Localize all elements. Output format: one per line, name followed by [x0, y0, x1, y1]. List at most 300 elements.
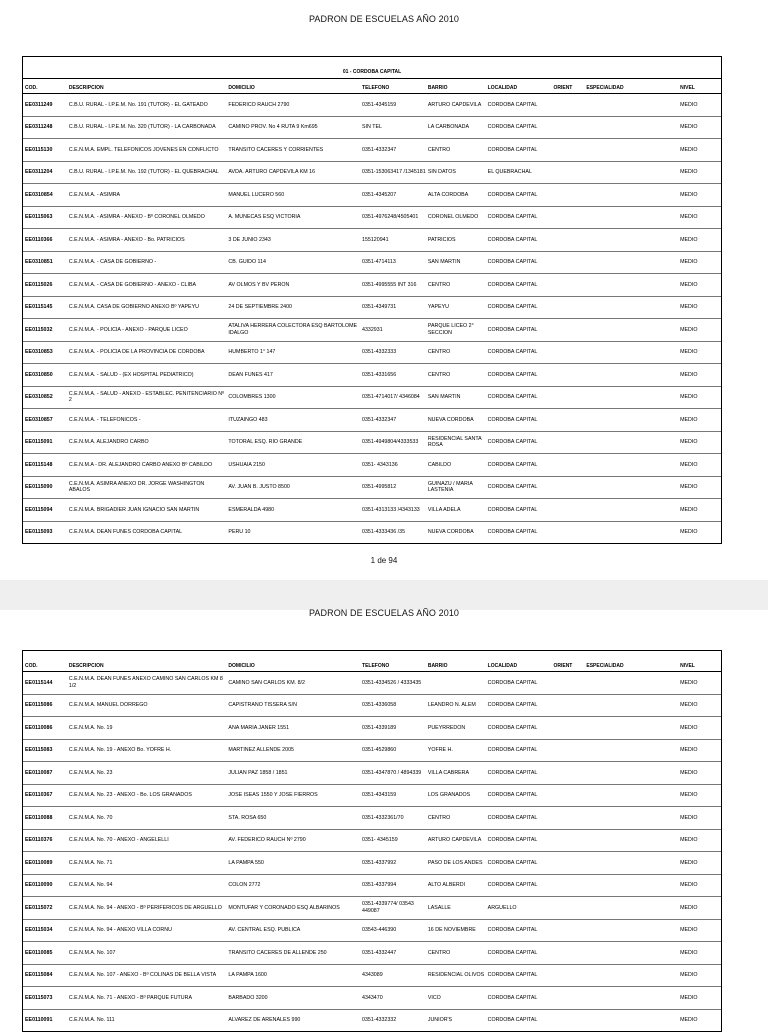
- table-row: [23, 139, 721, 162]
- cell-telefono: 0351-153063417 /1345181: [362, 169, 426, 175]
- cell-telefono: 0351-4345159: [362, 101, 397, 108]
- cell-telefono: 0351-4343159: [362, 792, 397, 798]
- cell-telefono: 0351-4349731: [362, 304, 397, 310]
- cell-barrio: PASO DE LOS ANDES: [427, 859, 483, 866]
- cell-cod: EE0115091: [25, 439, 53, 445]
- cell-descripcion: C.E.N.M.A. - POLICÍA - ANEXO - PARQUE LICEO: [68, 326, 188, 333]
- cell-localidad: CORDOBA CAPITAL: [487, 371, 538, 378]
- cell-telefono: 0351-4337994: [362, 882, 397, 888]
- cell-telefono: 0351- 4343136: [362, 461, 398, 468]
- cell-descripcion: C.E.N.M.A. - SALUD - ANEXO - ESTABLEC. PENITENCIARIO Nº 2: [68, 390, 225, 404]
- cell-cod: EE0115148: [25, 461, 53, 468]
- table-body: [23, 672, 721, 1031]
- table-row: [23, 117, 721, 140]
- header-telefono: TELEFONO: [362, 85, 390, 91]
- cell-cod: EE0115063: [25, 214, 53, 220]
- cell-cod: EE0311248: [25, 124, 53, 130]
- cell-nivel: MEDIO: [680, 326, 698, 333]
- cell-domicilio: TRANSITO CACERES Y CORRIENTES: [228, 146, 324, 153]
- header-orient: ORIENT: [553, 85, 573, 91]
- cell-domicilio: COLOMBRES 1300: [228, 394, 276, 400]
- header-localidad: LOCALIDAD: [487, 85, 518, 91]
- cell-domicilio: ALVAREZ DE ARENALES 990: [228, 1017, 301, 1023]
- table-row: [23, 920, 721, 943]
- cell-telefono: 0351-4345207: [362, 191, 397, 198]
- page-title: PADRON DE ESCUELAS AÑO 2010: [308, 608, 460, 618]
- cell-nivel: MEDIO: [680, 236, 698, 243]
- cell-cod: EE0110091: [25, 1017, 53, 1023]
- cell-descripcion: C.E.N.M.A. No. 23 - ANEXO - Bo. LOS GRANADOS: [68, 792, 192, 798]
- cell-barrio: CENTRO: [427, 371, 451, 378]
- cell-telefono: 0351-4332333: [362, 349, 397, 355]
- cell-localidad: CORDOBA CAPITAL: [487, 747, 538, 753]
- cell-telefono: 4332931: [362, 326, 383, 333]
- cell-telefono: 0351-4995812: [362, 484, 397, 490]
- cell-nivel: MEDIO: [680, 769, 698, 776]
- table-row: [23, 965, 721, 988]
- cell-domicilio: ITUZAINGO 483: [228, 416, 268, 423]
- cell-telefono: 03543-446390: [362, 927, 397, 933]
- cell-localidad: CORDOBA CAPITAL: [487, 191, 538, 198]
- cell-domicilio: ANA MARIA JANER 1551: [228, 724, 290, 731]
- cell-nivel: MEDIO: [680, 101, 698, 108]
- cell-localidad: CORDOBA CAPITAL: [487, 724, 538, 731]
- cell-domicilio: ESMERALDA 4980: [228, 506, 275, 513]
- cell-descripcion: C.E.N.M.A. No. 94 - ANEXO - Bº PERIFERICOS DE ARGUELLO: [68, 904, 222, 911]
- cell-localidad: CORDOBA CAPITAL: [487, 927, 538, 933]
- table-row: [23, 432, 721, 455]
- cell-localidad: CORDOBA CAPITAL: [487, 214, 538, 220]
- cell-nivel: MEDIO: [680, 792, 698, 798]
- cell-barrio: PARQUE LICEO 2° SECCION: [427, 323, 474, 336]
- cell-descripcion: C.B.U. RURAL - I.P.E.M. No. 191 (TUTOR) - EL GATEADO: [68, 101, 208, 108]
- cell-localidad: CORDOBA CAPITAL: [487, 529, 538, 535]
- cell-domicilio: CB. GUIDO 114: [228, 259, 266, 265]
- cell-nivel: MEDIO: [680, 461, 698, 468]
- cell-barrio: GUIÑAZU / MARIA LASTENIA: [427, 480, 473, 494]
- cell-nivel: MEDIO: [680, 949, 698, 956]
- cell-telefono: 0351-4331656: [362, 371, 397, 378]
- cell-localidad: CORDOBA CAPITAL: [487, 769, 538, 776]
- table-row: [23, 875, 721, 898]
- cell-cod: EE0115026: [25, 281, 53, 288]
- cell-domicilio: MANUEL LUCERO 560: [228, 191, 285, 198]
- cell-descripcion: C.E.N.M.A. - CASA DE GOBIERNO -: [68, 259, 157, 265]
- cell-telefono: 0351-4332447: [362, 949, 397, 956]
- cell-barrio: LA CARBONADA: [427, 124, 470, 130]
- table-row: [23, 342, 721, 365]
- cell-nivel: MEDIO: [680, 214, 698, 220]
- table-row: [23, 184, 721, 207]
- cell-telefono: 155120941: [362, 236, 389, 243]
- cell-descripcion: C.E.N.M.A. No. 70: [68, 814, 113, 821]
- header-descripcion: DESCRIPCION: [68, 85, 104, 91]
- table-row: [23, 672, 721, 695]
- cell-cod: EE0115145: [25, 304, 53, 310]
- cell-nivel: MEDIO: [680, 859, 698, 866]
- cell-telefono: 4343470: [362, 994, 383, 1001]
- cell-barrio: CENTRO: [427, 349, 451, 355]
- section-header: [23, 57, 721, 79]
- cell-descripcion: C.E.N.M.A. - ASIMRA - ANEXO - Bo. PATRICIOS: [68, 236, 185, 243]
- cell-telefono: 0351-4334526 / 4333435: [362, 679, 422, 686]
- cell-nivel: MEDIO: [680, 416, 698, 423]
- cell-domicilio: A. MUÑECAS ESQ VICTORIA: [228, 214, 301, 220]
- cell-barrio: LOS GRANADOS: [427, 792, 471, 798]
- cell-barrio: VILLA CABRERA: [427, 769, 470, 776]
- cell-descripcion: C.E.N.M.A. EMPL. TELEFONICOS JOVENES EN CONFLICTO: [68, 146, 219, 153]
- cell-barrio: VILLA ADELA: [427, 506, 461, 513]
- cell-descripcion: C.E.N.M.A. No. 19 - ANEXO Bo. YOFRE H.: [68, 747, 172, 753]
- cell-domicilio: LA PAMPA 1600: [228, 972, 267, 978]
- cell-localidad: CORDOBA CAPITAL: [487, 972, 538, 978]
- table-row: [23, 522, 721, 544]
- cell-descripcion: C.E.N.M.A. - POLICIA DE LA PROVINCIA DE CORDOBA: [68, 349, 205, 355]
- table-row: [23, 852, 721, 875]
- table-row: [23, 897, 721, 920]
- cell-nivel: MEDIO: [680, 972, 698, 978]
- cell-nivel: MEDIO: [680, 679, 698, 686]
- cell-cod: EE0115094: [25, 506, 53, 513]
- header-domicilio: DOMICILIO: [228, 85, 255, 91]
- cell-cod: EE0110088: [25, 814, 53, 821]
- table-row: [23, 762, 721, 785]
- cell-localidad: CORDOBA CAPITAL: [487, 101, 538, 108]
- cell-telefono: 0351-4337992: [362, 859, 397, 866]
- cell-barrio: CORONEL OLMEDO: [427, 214, 479, 220]
- cell-localidad: CORDOBA CAPITAL: [487, 124, 538, 130]
- cell-descripcion: C.E.N.M.A. - TELEFONICOS -: [68, 416, 141, 423]
- cell-cod: EE0115093: [25, 529, 53, 535]
- cell-cod: EE0115084: [25, 972, 53, 978]
- table-row: [23, 807, 721, 830]
- cell-domicilio: MONTUFAR Y CORONADO ESQ ALBARIÑOS: [228, 904, 340, 911]
- cell-domicilio: JULIAN PAZ 1858 / 1851: [228, 769, 288, 776]
- table-row: [23, 785, 721, 808]
- header-domicilio: DOMICILIO: [228, 663, 255, 669]
- cell-cod: EE0110376: [25, 837, 53, 843]
- cell-telefono: 4343089: [362, 972, 383, 978]
- cell-domicilio: COLON 2772: [228, 882, 261, 888]
- cell-barrio: SIN DATOS: [427, 169, 456, 175]
- cell-nivel: MEDIO: [680, 747, 698, 753]
- cell-domicilio: TRANSITO CACERES DE ALLENDE 250: [228, 949, 327, 956]
- cell-localidad: CORDOBA CAPITAL: [487, 326, 538, 333]
- header-especialidad: ESPECIALIDAD: [586, 663, 624, 669]
- table-body: [23, 94, 721, 543]
- cell-telefono: 0351-4332347: [362, 416, 397, 423]
- cell-cod: EE0110090: [25, 882, 53, 888]
- cell-cod: EE0110367: [25, 792, 53, 798]
- cell-localidad: CORDOBA CAPITAL: [487, 146, 538, 153]
- cell-cod: EE0115072: [25, 904, 53, 911]
- cell-localidad: CORDOBA CAPITAL: [487, 506, 538, 513]
- header-orient: ORIENT: [553, 663, 573, 669]
- table-row: [23, 987, 721, 1010]
- cell-telefono: 0351-4714017/ 4346084: [362, 394, 420, 400]
- cell-domicilio: ATALIVA HERRERA COLECTORA ESQ BARTOLOME IDALGO: [228, 323, 358, 336]
- cell-telefono: 0351- 4345159: [362, 837, 398, 843]
- table-row: [23, 252, 721, 275]
- cell-localidad: CORDOBA CAPITAL: [487, 882, 538, 888]
- cell-barrio: SAN MARTIN: [427, 394, 461, 400]
- cell-descripcion: C.E.N.M.A. No. 23: [68, 769, 113, 776]
- cell-domicilio: JOSE ISEAS 1550 Y JOSE FIERROS: [228, 792, 318, 798]
- cell-nivel: MEDIO: [680, 169, 698, 175]
- cell-localidad: CORDOBA CAPITAL: [487, 439, 538, 445]
- cell-nivel: MEDIO: [680, 281, 698, 288]
- cell-barrio: ALTO ALBERDI: [427, 882, 466, 888]
- cell-descripcion: C.E.N.M.A. No. 71: [68, 859, 113, 866]
- cell-domicilio: HUMBERTO 1° 147: [228, 349, 276, 355]
- cell-nivel: MEDIO: [680, 394, 698, 400]
- cell-descripcion: C.E.N.M.A. No. 19: [68, 724, 113, 731]
- section-title: 01 - CORDOBA CAPITAL: [342, 69, 402, 75]
- cell-descripcion: C.E.N.M.A. - SALUD - (EX HOSPITAL PEDIATRICO): [68, 371, 194, 378]
- cell-cod: EE0110086: [25, 724, 53, 731]
- cell-domicilio: STA. ROSA 650: [228, 814, 267, 821]
- cell-barrio: LASALLE: [427, 904, 451, 911]
- cell-nivel: MEDIO: [680, 724, 698, 731]
- cell-localidad: CORDOBA CAPITAL: [487, 994, 538, 1001]
- cell-nivel: MEDIO: [680, 1017, 698, 1023]
- cell-localidad: CORDOBA CAPITAL: [487, 484, 538, 490]
- cell-localidad: CORDOBA CAPITAL: [487, 702, 538, 708]
- cell-descripcion: C.E.N.M.A. BRIGADIER JUAN IGNACIO SAN MARTIN: [68, 506, 200, 513]
- cell-barrio: ALTA CORDOBA: [427, 191, 469, 198]
- cell-domicilio: MARTINEZ ALLENDE 2005: [228, 747, 294, 753]
- cell-nivel: MEDIO: [680, 837, 698, 843]
- cell-cod: EE0310857: [25, 416, 53, 423]
- table-row: [23, 409, 721, 432]
- cell-localidad: CORDOBA CAPITAL: [487, 349, 538, 355]
- header-barrio: BARRIO: [427, 663, 448, 669]
- cell-cod: EE0310854: [25, 191, 53, 198]
- table-row: [23, 387, 721, 410]
- cell-descripcion: C.E.N.M.A. - ASIMRA - ANEXO - Bº CORONEL OLMEDO: [68, 214, 205, 220]
- cell-telefono: 0351-4332332: [362, 1017, 397, 1023]
- header-nivel: NIVEL: [680, 663, 695, 669]
- cell-localidad: CORDOBA CAPITAL: [487, 394, 538, 400]
- cell-telefono: 0351-4336058: [362, 702, 397, 708]
- cell-cod: EE0115144: [25, 679, 53, 686]
- cell-telefono: 0351-4332347: [362, 146, 397, 153]
- table-row: [23, 740, 721, 763]
- cell-domicilio: CAPISTRANO TISSERA S/N: [228, 702, 297, 708]
- cell-domicilio: DEAN FUNES 417: [228, 371, 273, 378]
- cell-barrio: CENTRO: [427, 949, 451, 956]
- cell-domicilio: PERU 10: [228, 529, 251, 535]
- header-cod: COD.: [25, 85, 38, 91]
- cell-nivel: MEDIO: [680, 124, 698, 130]
- cell-localidad: CORDOBA CAPITAL: [487, 679, 538, 686]
- cell-barrio: ARTURO CAPDEVILA: [427, 101, 482, 108]
- cell-cod: EE0310852: [25, 394, 53, 400]
- cell-localidad: CORDOBA CAPITAL: [487, 304, 538, 310]
- cell-nivel: MEDIO: [680, 702, 698, 708]
- cell-domicilio: 3 DE JUNIO 2343: [228, 236, 271, 243]
- cell-domicilio: LA PAMPA 550: [228, 859, 264, 866]
- table-row: [23, 229, 721, 252]
- cell-localidad: CORDOBA CAPITAL: [487, 837, 538, 843]
- cell-nivel: MEDIO: [680, 994, 698, 1001]
- cell-barrio: RESIDENCIAL SANTA ROSA: [427, 435, 482, 449]
- cell-domicilio: AV. JUAN B. JUSTO 8500: [228, 484, 290, 490]
- table-row: [23, 207, 721, 230]
- cell-localidad: EL QUEBRACHAL: [487, 169, 532, 175]
- table-row: [23, 162, 721, 185]
- cell-descripcion: C.B.U. RURAL - I.P.E.M. No. 320 (TUTOR) - LA CARBONADA: [68, 124, 216, 130]
- cell-descripcion: C.E.N.M.A. - ASIMRA: [68, 191, 121, 198]
- table-row: [23, 717, 721, 740]
- cell-descripcion: C.E.N.M.A. DEAN FUNES ANEXO CAMINO SAN CARLOS KM 8 1/2: [68, 676, 223, 689]
- cell-cod: EE0310851: [25, 259, 53, 265]
- cell-descripcion: C.E.N.M.A. No. 111: [68, 1017, 115, 1023]
- cell-telefono: 0351-4995555 INT 316: [362, 281, 417, 288]
- cell-localidad: CORDOBA CAPITAL: [487, 461, 538, 468]
- cell-descripcion: C.E.N.M.A. No. 71 - ANEXO - Bº PARQUE FUTURA: [68, 994, 192, 1001]
- cell-domicilio: AVDA. ARTURO CAPDEVILA KM 16: [228, 169, 316, 175]
- cell-barrio: SAN MARTIN: [427, 259, 461, 265]
- page-separator: [0, 580, 768, 610]
- cell-descripcion: C.E.N.M.A. CASA DE GOBIERNO ANEXO Bº YAPEYÚ: [68, 304, 199, 310]
- cell-domicilio: AV OLMOS Y BV PERON: [228, 281, 290, 288]
- cell-descripcion: C.E.N.M.A. DEAN FUNES CORDOBA CAPITAL: [68, 529, 183, 535]
- table-row: [23, 94, 721, 117]
- cell-nivel: MEDIO: [680, 259, 698, 265]
- header-descripcion: DESCRIPCION: [68, 663, 104, 669]
- cell-domicilio: USHUAIA 2150: [228, 461, 265, 468]
- table-row: [23, 364, 721, 387]
- cell-telefono: 0351-4714113: [362, 259, 396, 265]
- cell-domicilio: 24 DE SEPTIEMBRE 2400: [228, 304, 292, 310]
- cell-telefono: 0351-4339774/ 03543 449087: [362, 901, 414, 914]
- cell-cod: EE0115090: [25, 484, 53, 490]
- cell-domicilio: AV. FEDERICO RAUCH Nº 2790: [228, 837, 306, 843]
- cell-nivel: MEDIO: [680, 529, 698, 535]
- cell-cod: EE0311204: [25, 169, 53, 175]
- cell-descripcion: C.E.N.M.A. No. 107 - ANEXO - Bº COLINAS DE BELLA VISTA: [68, 972, 217, 978]
- header-telefono: TELEFONO: [362, 663, 390, 669]
- cell-barrio: CABILDO: [427, 461, 452, 468]
- cell-telefono: 0351-4347870 / 4894339: [362, 769, 422, 776]
- table-row: [23, 1010, 721, 1032]
- cell-barrio: PUEYRREDON: [427, 724, 466, 731]
- cell-cod: EE0115034: [25, 927, 53, 933]
- cell-nivel: MEDIO: [680, 927, 698, 933]
- cell-descripcion: C.E.N.M.A. No. 94: [68, 882, 113, 888]
- cell-localidad: CORDOBA CAPITAL: [487, 236, 538, 243]
- cell-cod: EE0310853: [25, 349, 53, 355]
- table-header: [23, 651, 721, 672]
- cell-cod: EE0110087: [25, 769, 53, 776]
- cell-domicilio: FEDERICO RAUCH 2790: [228, 101, 290, 108]
- cell-domicilio: BARBADO 3200: [228, 994, 268, 1001]
- cell-cod: EE0110366: [25, 236, 53, 243]
- cell-barrio: 16 DE NOVIEMBRE: [427, 927, 476, 933]
- cell-localidad: CORDOBA CAPITAL: [487, 949, 538, 956]
- cell-barrio: CENTRO: [427, 814, 451, 821]
- cell-telefono: 0351-4976248/4505401: [362, 214, 419, 220]
- cell-localidad: CORDOBA CAPITAL: [487, 859, 538, 866]
- cell-telefono: 0351-4333436 /35: [362, 529, 406, 535]
- schools-table: [22, 650, 722, 1032]
- table-row: [23, 477, 721, 500]
- cell-localidad: ARGUELLO: [487, 904, 517, 911]
- table-row: [23, 942, 721, 965]
- cell-barrio: VICO: [427, 994, 441, 1001]
- cell-descripcion: C.E.N.M.A. No. 94 - ANEXO VILLA CORNU: [68, 927, 172, 933]
- cell-localidad: CORDOBA CAPITAL: [487, 1017, 538, 1023]
- cell-telefono: 0351-4339189: [362, 724, 397, 731]
- table-row: [23, 695, 721, 718]
- cell-descripcion: C.E.N.M.A - DR. ALEJANDRO CARBO ANEXO Bº CABILDO: [68, 461, 213, 468]
- cell-domicilio: CAMINO SAN CARLOS KM. 8/2: [228, 679, 305, 686]
- page-title: PADRON DE ESCUELAS AÑO 2010: [308, 14, 460, 24]
- cell-localidad: CORDOBA CAPITAL: [487, 792, 538, 798]
- cell-descripcion: C.E.N.M.A. ALEJANDRO CARBO: [68, 439, 149, 445]
- cell-nivel: MEDIO: [680, 146, 698, 153]
- cell-telefono: 0351-4332361/70: [362, 814, 404, 821]
- cell-cod: EE0115032: [25, 326, 53, 333]
- header-especialidad: ESPECIALIDAD: [586, 85, 624, 91]
- cell-cod: EE0115083: [25, 747, 53, 753]
- cell-cod: EE0115086: [25, 702, 53, 708]
- cell-telefono: 0351-4313133 /4343133: [362, 506, 420, 513]
- cell-descripcion: C.E.N.M.A. MANUEL DORREGO: [68, 702, 148, 708]
- cell-localidad: CORDOBA CAPITAL: [487, 281, 538, 288]
- table-row: [23, 454, 721, 477]
- cell-nivel: MEDIO: [680, 882, 698, 888]
- table-row: [23, 319, 721, 342]
- cell-descripcion: C.E.N.M.A. - CASA DE GOBIERNO - ANEXO - CLIBA: [68, 281, 197, 288]
- cell-domicilio: TOTORAL ESQ. RIO GRANDE: [228, 439, 303, 445]
- cell-descripcion: C.E.N.M.A. No. 70 - ANEXO - ANGELELLI: [68, 837, 169, 843]
- cell-nivel: MEDIO: [680, 304, 698, 310]
- cell-domicilio: CAMINO PROV. No 4 RUTA 9 Km695: [228, 124, 318, 130]
- cell-barrio: JUNIOR'S: [427, 1017, 453, 1023]
- cell-barrio: NUEVA CORDOBA: [427, 529, 474, 535]
- cell-barrio: CENTRO: [427, 281, 451, 288]
- table-row: [23, 499, 721, 522]
- cell-nivel: MEDIO: [680, 439, 698, 445]
- cell-cod: EE0115130: [25, 146, 53, 153]
- table-row: [23, 297, 721, 320]
- cell-telefono: 0351-4949804/4333533: [362, 439, 419, 445]
- cell-barrio: ARTURO CAPDEVILA: [427, 837, 482, 843]
- cell-nivel: MEDIO: [680, 814, 698, 821]
- cell-nivel: MEDIO: [680, 904, 698, 911]
- cell-telefono: 0351-4529860: [362, 747, 397, 753]
- cell-barrio: PATRICIOS: [427, 236, 456, 243]
- cell-nivel: MEDIO: [680, 349, 698, 355]
- cell-localidad: CORDOBA CAPITAL: [487, 416, 538, 423]
- cell-barrio: CENTRO: [427, 146, 451, 153]
- table-header: [23, 79, 721, 94]
- cell-descripcion: C.B.U. RURAL - I.P.E.M. No. 192 (TUTOR) - EL QUEBRACHAL: [68, 169, 219, 175]
- cell-barrio: LEANDRO N. ALEM: [427, 702, 476, 708]
- cell-cod: EE0310850: [25, 371, 53, 378]
- page-number: 1 de 94: [370, 556, 398, 565]
- cell-cod: EE0311249: [25, 101, 53, 108]
- cell-cod: EE0110085: [25, 949, 53, 956]
- cell-localidad: CORDOBA CAPITAL: [487, 814, 538, 821]
- header-nivel: NIVEL: [680, 85, 695, 91]
- cell-barrio: YOFRE H.: [427, 747, 453, 753]
- table-row: [23, 274, 721, 297]
- cell-descripcion: C.E.N.M.A. ASIMRA ANEXO DR. JORGE WASHINGTON ABALOS: [68, 480, 205, 494]
- cell-descripcion: C.E.N.M.A. No. 107: [68, 949, 116, 956]
